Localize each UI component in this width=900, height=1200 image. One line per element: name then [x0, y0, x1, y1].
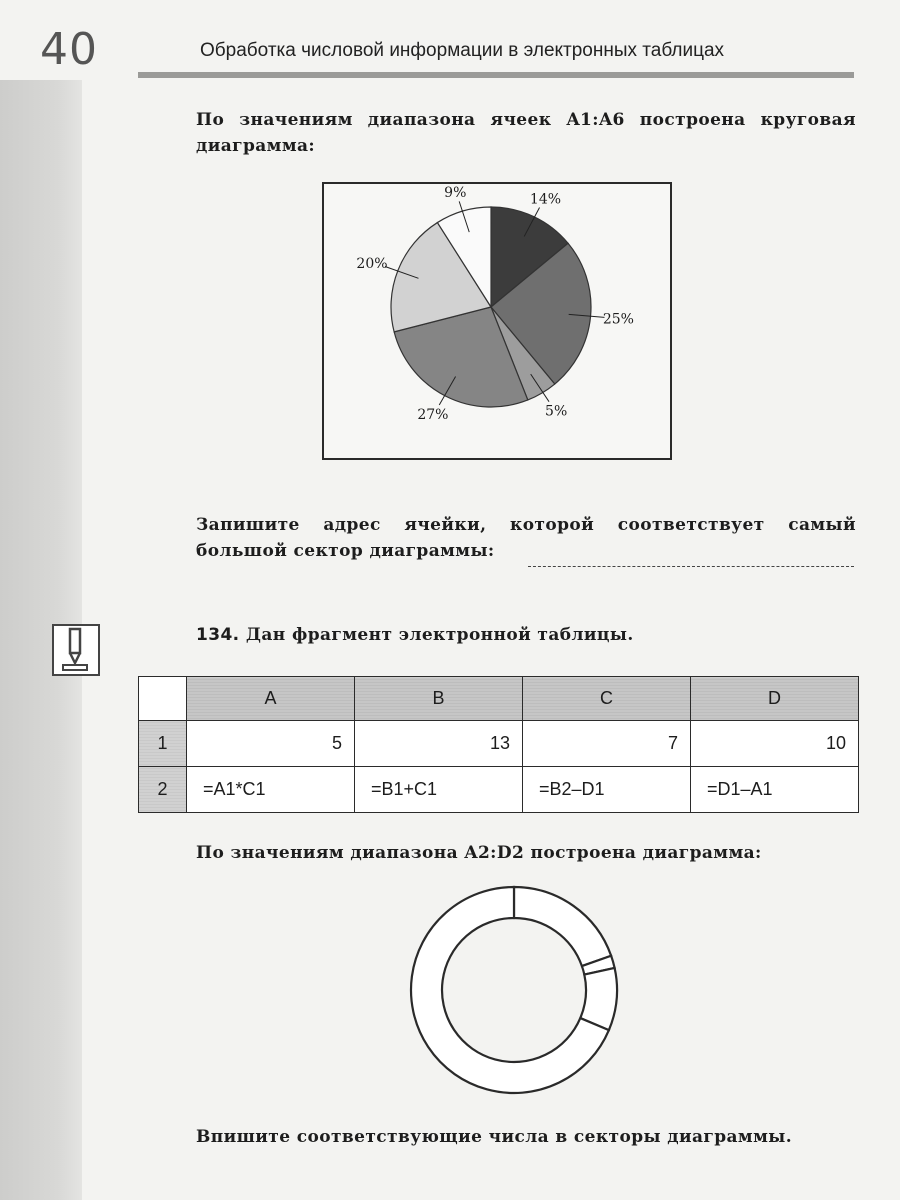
task-133-intro: По значениям диапазона ячеек A1:A6 построена круговая диаграмма:: [196, 110, 856, 156]
pen-writing-icon: [52, 624, 100, 676]
pie-chart: [324, 184, 670, 458]
answer-blank[interactable]: [528, 565, 854, 567]
ring-segment-a2[interactable]: [514, 887, 611, 966]
cell-b2: =B1+C1: [355, 767, 523, 813]
cell-c2: =B2–D1: [523, 767, 691, 813]
corner-cell: [139, 677, 187, 721]
pie-data-label: 5%: [545, 403, 568, 420]
cell-d2: =D1–A1: [691, 767, 859, 813]
column-header-c: C: [523, 677, 691, 721]
row-header-1: 1: [139, 721, 187, 767]
page-margin: [0, 0, 82, 1200]
pie-data-label: 14%: [529, 191, 562, 208]
task-134-text: Дан фрагмент электронной таблицы.: [245, 625, 634, 645]
column-header-b: B: [355, 677, 523, 721]
column-header-a: A: [187, 677, 355, 721]
pie-data-label: 9%: [444, 184, 467, 201]
cell-a2: =A1*C1: [187, 767, 355, 813]
cell-a1: 5: [187, 721, 355, 767]
table-row: [139, 767, 859, 813]
column-header-d: D: [691, 677, 859, 721]
pie-data-label: 20%: [356, 255, 388, 272]
task-133-question: Запишите адрес ячейки, которой соответствует самый большой сектор диаграммы:: [196, 515, 856, 561]
pie-data-label: 27%: [417, 406, 449, 423]
header-rule: [138, 72, 854, 78]
ring-chart: [406, 882, 622, 1098]
table-row: [139, 721, 859, 767]
task-134-chart-intro: По значениям диапазона A2:D2 построена диаграмма:: [196, 843, 762, 863]
task-134-question: Впишите соответствующие числа в секторы диаграммы.: [196, 1127, 793, 1147]
row-header-2: 2: [139, 767, 187, 813]
task-134-number: 134.: [196, 625, 240, 645]
cell-b1: 13: [355, 721, 523, 767]
spreadsheet-fragment: [138, 676, 859, 813]
cell-c1: 7: [523, 721, 691, 767]
page-number: 40: [40, 24, 98, 75]
cell-d1: 10: [691, 721, 859, 767]
pie-data-label: 25%: [602, 311, 634, 328]
task-134-intro: [196, 622, 856, 648]
pie-chart-frame: [322, 182, 672, 460]
running-head: Обработка числовой информации в электронных таблицах: [200, 40, 725, 61]
